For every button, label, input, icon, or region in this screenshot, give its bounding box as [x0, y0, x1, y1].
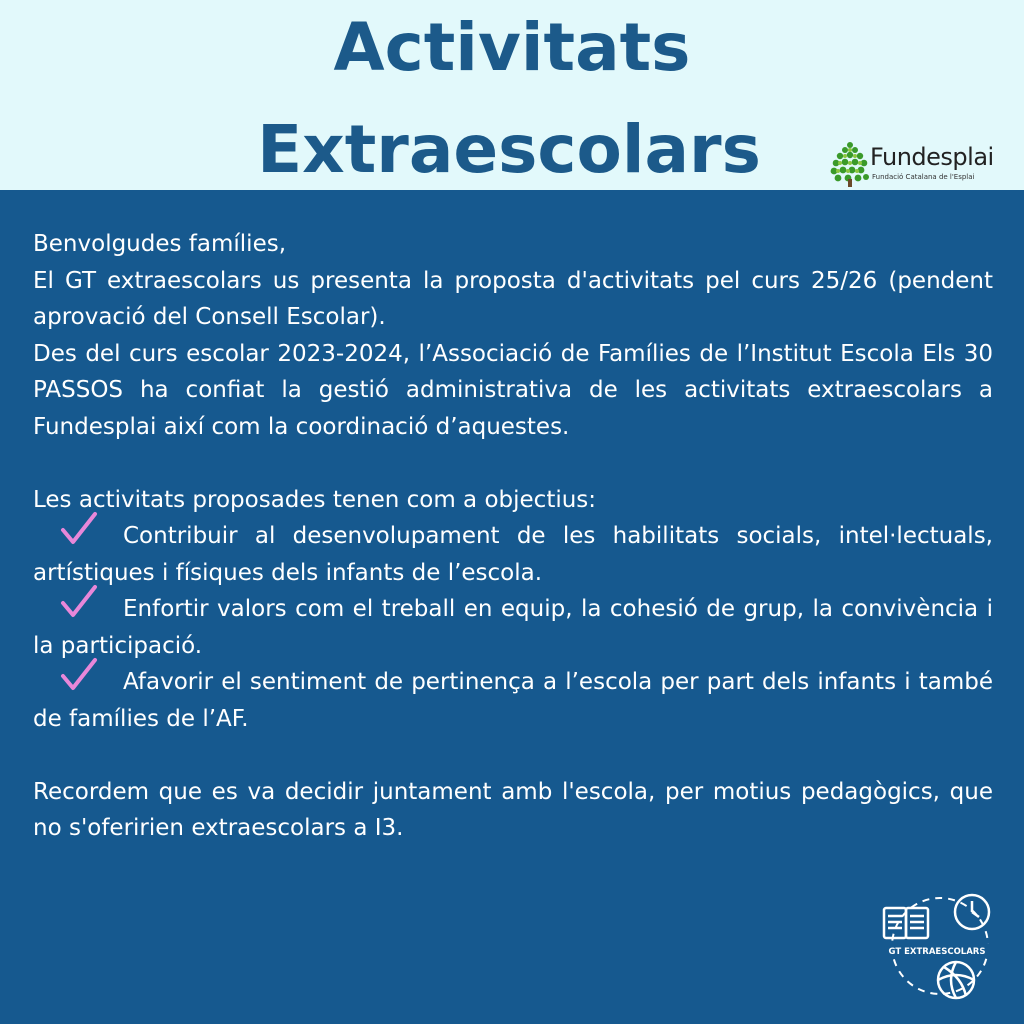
- objective-item: [33, 518, 993, 591]
- basketball-icon: [938, 962, 974, 998]
- main-content: [33, 226, 993, 847]
- management-paragraph: Des del curs escolar 2023-2024, l’Associació de Famílies de l’Institut Escola Els 30 PASSOS ha confiat la gestió administrativa de les activitats extraescolars a Fundesplai així com la coordinació d’aquestes.: [33, 340, 993, 440]
- objectives-intro: Les activitats proposades tenen com a objectius:: [33, 486, 597, 513]
- objective-text: Afavorir el sentiment de pertinença a l’escola per part dels infants i també de famílies de l’AF.: [33, 669, 993, 732]
- logo-name: Fundesplai: [870, 143, 994, 171]
- fundesplai-logo: [830, 141, 1015, 189]
- logo-subtitle: Fundació Catalana de l'Esplai: [872, 173, 975, 181]
- check-icon: [33, 518, 123, 548]
- page-title-line1: Activitats: [333, 9, 691, 86]
- page-title-line2: Extraescolars: [257, 111, 761, 188]
- fundesplai-tree-logo-icon: [830, 141, 870, 187]
- check-icon: [33, 664, 123, 694]
- gt-extraescolars-badge: [876, 888, 996, 1006]
- objective-item: [33, 591, 993, 664]
- intro-paragraph: El GT extraescolars us presenta la proposta d'activitats pel curs 25/26 (pendent aprovació del Consell Escolar).: [33, 267, 993, 330]
- badge-label: GT EXTRAESCOLARS: [888, 947, 986, 957]
- objective-text: Contribuir al desenvolupament de les habilitats socials, intel·lectuals, artístiques i físiques dels infants de l’escola.: [33, 523, 993, 586]
- reminder-paragraph: Recordem que es va decidir juntament amb l'escola, per motius pedagògics, que no s'oferirien extraescolars a I3.: [33, 778, 993, 841]
- greeting: Benvolgudes famílies,: [33, 231, 287, 257]
- objective-text: Enfortir valors com el treball en equip, la cohesió de grup, la convivència i la participació.: [33, 596, 993, 659]
- check-icon: [33, 591, 123, 621]
- header: [0, 0, 1024, 190]
- clock-icon: [955, 895, 989, 929]
- book-icon: [884, 908, 928, 938]
- objective-item: [33, 664, 993, 737]
